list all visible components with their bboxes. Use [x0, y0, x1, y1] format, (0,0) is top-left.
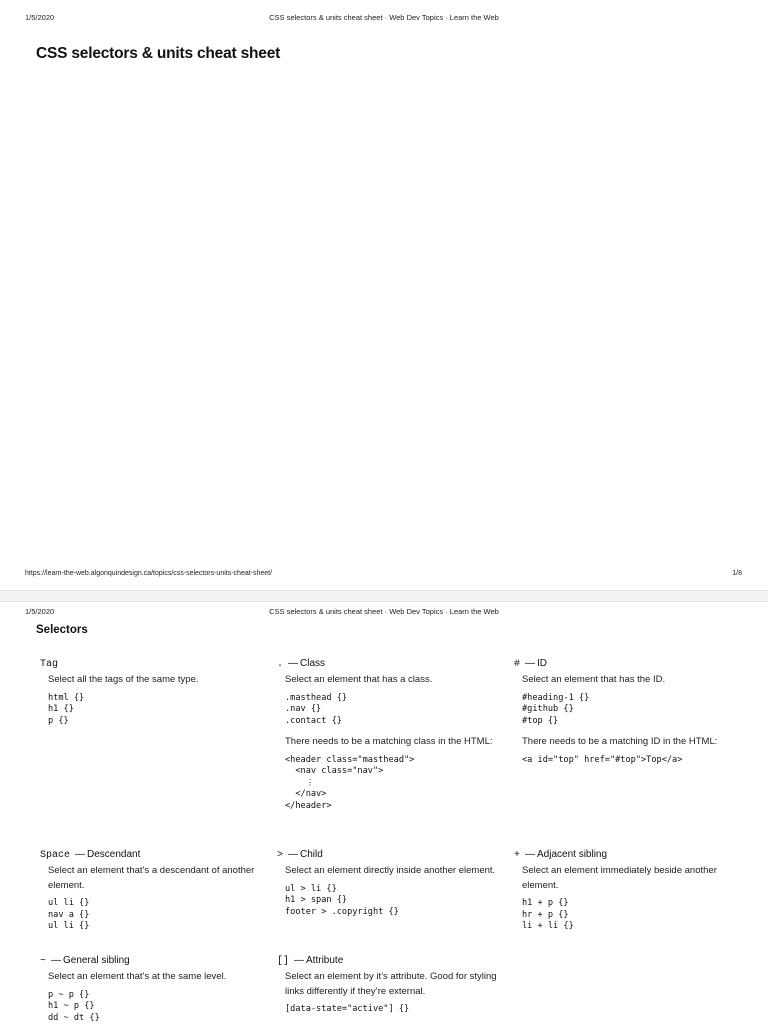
selector-note: There needs to be a matching ID in the HTML:: [522, 736, 718, 747]
selector-card-adjacent-sibling: [514, 848, 744, 933]
selector-symbol: +: [514, 850, 521, 861]
selector-heading: [277, 848, 507, 862]
selector-name: Child: [300, 849, 323, 860]
selector-dash: —: [294, 955, 305, 966]
selector-description: Select an element by it’s attribute. Good for styling links differently if they’re external.: [285, 971, 497, 997]
selector-card-tag: [40, 657, 270, 727]
selector-note: There needs to be a matching class in the HTML:: [285, 736, 493, 747]
selector-dash: —: [288, 658, 299, 669]
page-header: [0, 607, 768, 619]
selector-code-example: [data-state="active"] {}: [285, 1004, 410, 1014]
selector-description: Select all the tags of the same type.: [48, 674, 199, 685]
print-title: CSS selectors & units cheat sheet · Web Dev Topics · Learn the Web: [269, 607, 499, 616]
selector-description: Select an element that has a class.: [285, 674, 433, 685]
selector-name: Attribute: [306, 955, 344, 966]
source-url[interactable]: https://learn-the-web.algonquindesign.ca/topics/css-selectors-units-cheat-sheet/: [25, 570, 273, 577]
selector-symbol: >: [277, 850, 284, 861]
selector-name: General sibling: [63, 955, 130, 966]
selector-name: ID: [537, 658, 548, 669]
selector-card-child: [277, 848, 507, 918]
print-date: 1/5/2020: [25, 607, 55, 616]
selector-card-id: [514, 657, 744, 766]
print-title: CSS selectors & units cheat sheet · Web Dev Topics · Learn the Web: [269, 13, 499, 22]
selector-heading: [40, 954, 270, 968]
selector-heading: [277, 657, 507, 671]
selector-code-example: html {} h1 {} p {}: [48, 692, 85, 726]
selector-card-class: [277, 657, 507, 812]
selector-description: Select an element that has the ID.: [522, 674, 666, 685]
selector-heading: [277, 954, 507, 968]
selector-heading: [40, 657, 270, 671]
selector-symbol: ~: [40, 956, 47, 967]
selector-description: Select an element that’s at the same level.: [48, 971, 227, 982]
selector-code-example: p ~ p {} h1 ~ p {} dd ~ dt {}: [48, 989, 100, 1023]
page-separator: [0, 590, 768, 602]
selector-name: Adjacent sibling: [537, 849, 608, 860]
selector-card-attribute: [277, 954, 507, 1016]
pdf-page-2: [0, 602, 768, 1024]
selector-dash: —: [525, 658, 536, 669]
selector-description: Select an element directly inside another element.: [285, 865, 496, 876]
selector-dash: —: [51, 955, 62, 966]
selector-code-example: h1 + p {} hr + p {} li + li {}: [522, 898, 574, 931]
selector-symbol: .: [277, 659, 284, 670]
selector-code-example: ul > li {} h1 > span {} footer > .copyright {}: [285, 883, 399, 917]
selector-card-general-sibling: [40, 954, 270, 1024]
print-date: 1/5/2020: [25, 13, 55, 22]
selector-symbol: #: [514, 659, 521, 670]
selector-description: Select an element that’s a descendant of another element.: [48, 865, 255, 891]
selector-heading: [40, 848, 270, 862]
selector-description: Select an element immediately beside another element.: [522, 865, 717, 891]
page-number: 1/8: [732, 570, 742, 577]
selector-card-descendant: [40, 848, 270, 933]
selector-code-example: #heading-1 {} #github {} #top {}: [522, 692, 590, 726]
selector-dash: —: [75, 849, 86, 860]
page-header: [0, 13, 768, 25]
selector-dash: —: [288, 849, 299, 860]
document-title: CSS selectors & units cheat sheet: [36, 45, 281, 62]
section-title-selectors: Selectors: [36, 624, 88, 636]
selector-name: Descendant: [87, 849, 141, 860]
selector-heading: [514, 848, 744, 862]
selector-heading: [514, 657, 744, 671]
selector-dash: —: [525, 849, 536, 860]
selector-symbol: Tag: [40, 659, 59, 670]
selector-code-example: ul li {} nav a {} ul li {}: [48, 898, 90, 931]
selector-symbol: Space: [40, 850, 71, 861]
selector-code-example: .masthead {} .nav {} .contact {}: [285, 692, 348, 726]
selector-name: Class: [300, 658, 326, 669]
selector-html-example: <header class="masthead"> <nav class="nav"> ⋮ </nav> </header>: [285, 754, 415, 811]
selector-symbol: []: [277, 956, 290, 967]
selector-html-example: <a id="top" href="#top">Top</a>: [522, 754, 683, 765]
